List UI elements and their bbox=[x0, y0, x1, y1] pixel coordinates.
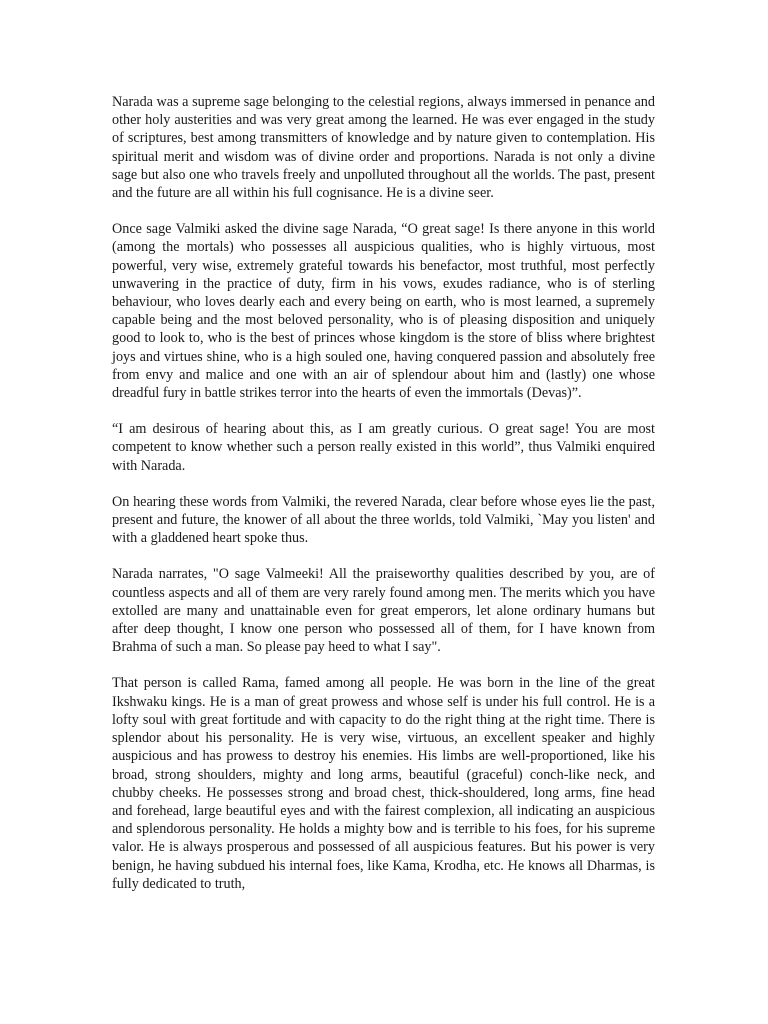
paragraph-valmiki-question: Once sage Valmiki asked the divine sage Narada, “O great sage! Is there anyone in this world (among the mortals) who possesses all auspicious qualities, who is highly virtuous, most powerful, very wise, extremely grateful towards his benefactor, most truthful, most perfectly unwavering in the practice of duty, firm in his vows, exudes radiance, who is of sterling behaviour, who loves dearly each and every being on earth, who is most learned, a supremely capable being and the most beloved personality, who is of pleasing disposition and uniquely good to look to, who is the best of princes whose kingdom is the store of bliss where brightest joys and virtues shine, who is a high souled one, having conquered passion and absolutely free from envy and malice and one with an air of splendour about him and (lastly) one whose dreadful fury in battle strikes terror into the hearts of even the immortals (Devas)”. bbox=[112, 221, 655, 402]
document-page bbox=[112, 93, 655, 911]
paragraph-valmiki-curious: “I am desirous of hearing about this, as I am greatly curious. O great sage! You are most competent to know whether such a person really existed in this world”, thus Valmiki enquired with Narada. bbox=[112, 421, 655, 474]
paragraph-narada-narrates: Narada narrates, "O sage Valmeeki! All the praiseworthy qualities described by you, are of countless aspects and all of them are very rarely found among men. The merits which you have extolled are many and unattainable even for great emperors, let alone ordinary humans but after deep thought, I know one person who possessed all of them, for I have known from Brahma of such a man. So please pay heed to what I say". bbox=[112, 566, 655, 656]
paragraph-narada-response: On hearing these words from Valmiki, the revered Narada, clear before whose eyes lie the past, present and future, the knower of all about the three worlds, told Valmiki, `May you listen' and with a gladdened heart spoke thus. bbox=[112, 493, 655, 547]
paragraph-narada-intro: Narada was a supreme sage belonging to the celestial regions, always immersed in penance and other holy austerities and was very great among the learned. He was ever engaged in the study of scriptures, best among transmitters of knowledge and by nature given to contemplation. His spiritual merit and wisdom was of divine order and proportions. Narada is not only a divine sage but also one who travels freely and unpolluted throughout all the worlds. The past, present and the future are all within his full cognisance. He is a divine seer. bbox=[112, 94, 655, 202]
paragraph-rama-description: That person is called Rama, famed among all people. He was born in the line of the great Ikshwaku kings. He is a man of great prowess and whose self is under his full control. He is a lofty soul with great fortitude and with capacity to do the right thing at the right time. There is splendor about his personality. He is very wise, virtuous, an excellent speaker and highly auspicious and has prowess to destroy his enemies. His limbs are well-proportioned, like his broad, strong shoulders, mighty and long arms, beautiful (graceful) conch-like neck, and chubby cheeks. He possesses strong and broad chest, thick-shouldered, long arms, fine head and forehead, large beautiful eyes and with the fairest complexion, all indicating an auspicious and splendorous personality. He holds a mighty bow and is terrible to his foes, for his supreme valor. He is always prosperous and possessed of all auspicious features. But his power is very benign, he having subdued his internal foes, like Kama, Krodha, etc. He knows all Dharmas, is fully dedicated to truth, bbox=[112, 675, 655, 892]
